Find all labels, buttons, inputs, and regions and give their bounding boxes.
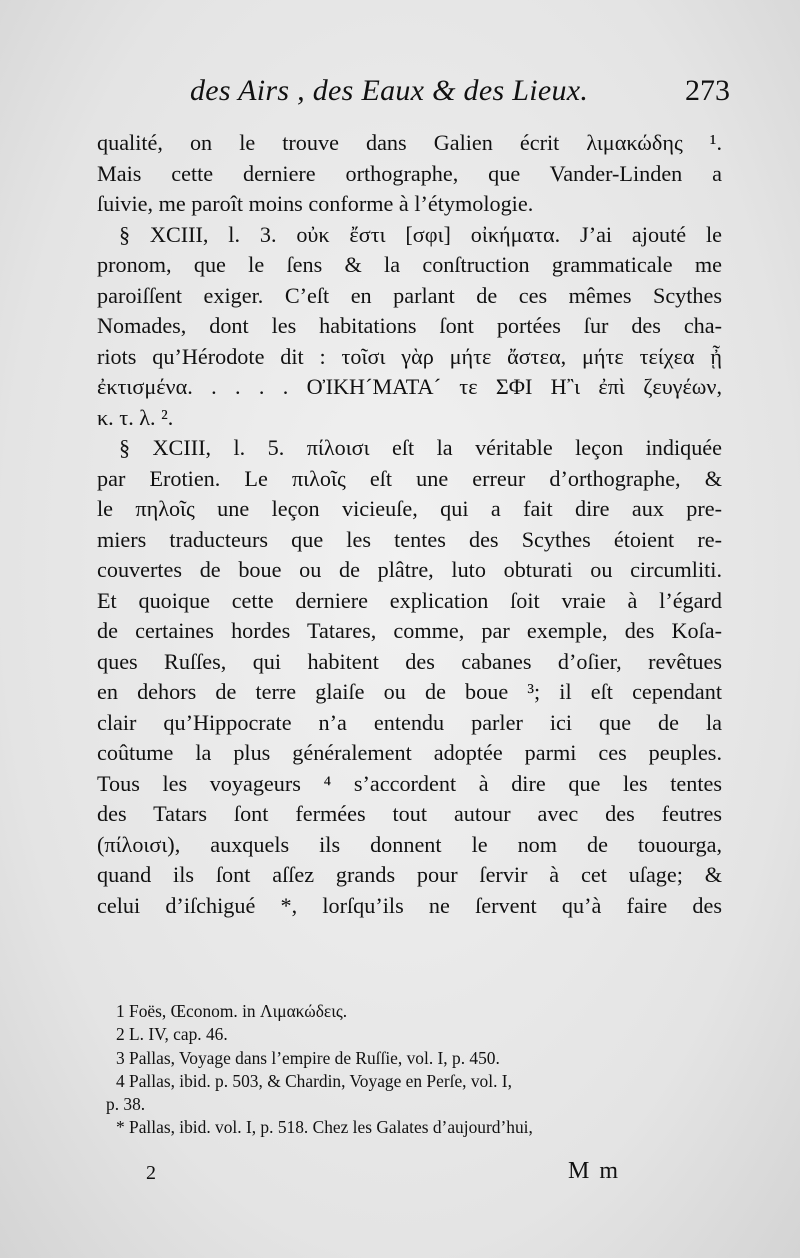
text-line: couvertes de boue ou de plâtre, luto obturati ou circumliti. bbox=[97, 557, 722, 582]
page-number: 273 bbox=[685, 74, 730, 107]
text-line: Tous les voyageurs ⁴ s’accordent à dire que les tentes bbox=[97, 770, 722, 796]
text-line: quand ils ſont aſſez grands pour ſervir à cet uſage; & bbox=[97, 862, 722, 887]
text-line: ques Ruſſes, qui habitent des cabanes d’oſier, revêtues bbox=[97, 648, 722, 674]
footnote: * Pallas, ibid. vol. I, p. 518. Chez les Galates d’aujourd’hui, bbox=[116, 1117, 533, 1138]
footnote-divider bbox=[380, 990, 470, 991]
text-line: celui d’iſchigué *, lorſqu’ils ne ſervent qu’à faire des bbox=[97, 892, 722, 918]
text-line: riots qu’Hérodote dit : τοῖσι γὰρ μήτε ἄστεα, μήτε τείχεα ᾖ bbox=[97, 343, 722, 369]
text-line: de certaines hordes Tatares, comme, par exemple, des Koſa- bbox=[97, 618, 722, 643]
signature-number: 2 bbox=[146, 1162, 156, 1184]
body-text bbox=[97, 128, 722, 921]
text-line: des Tatars ſont fermées tout autour avec des feutres bbox=[97, 801, 722, 826]
text-line: Mais cette derniere orthographe, que Vander-Linden a bbox=[97, 160, 722, 186]
text-line: en dehors de terre glaiſe ou de boue ³; il eſt cependant bbox=[97, 679, 722, 704]
footnotes bbox=[106, 1000, 721, 1140]
text-line: miers traducteurs que les tentes des Scythes étoient re- bbox=[97, 526, 722, 552]
text-line: qualité, on le trouve dans Galien écrit λιμακώδης ¹. bbox=[97, 130, 722, 155]
text-line: paroiſſent exiger. C’eſt en parlant de ces mêmes Scythes bbox=[97, 282, 722, 308]
footnote: 4 Pallas, ibid. p. 503, & Chardin, Voyage en Perſe, vol. I, bbox=[116, 1070, 512, 1091]
text-line: Nomades, dont les habitations ſont portées ſur des cha- bbox=[97, 313, 722, 338]
signature-row bbox=[146, 1158, 620, 1192]
running-title: des Airs , des Eaux & des Lieux. bbox=[190, 74, 589, 107]
text-line: κ. τ. λ. ². bbox=[97, 404, 174, 430]
page-header bbox=[190, 74, 730, 116]
footnote: 1 Foës, Œconom. in Λιμακώδεις. bbox=[116, 1001, 348, 1021]
text-line: § XCIII, l. 3. οὐκ ἔστι [σφι] οἰκήματα. J’ai ajouté le bbox=[119, 221, 722, 247]
text-line: pronom, que le ſens & la conſtruction grammaticale me bbox=[97, 252, 722, 277]
text-line: ſuivie, me paroît moins conforme à l’étymologie. bbox=[97, 191, 534, 216]
text-line: clair qu’Hippocrate n’a entendu parler ici que de la bbox=[97, 709, 722, 735]
signature-mark: M m bbox=[567, 1158, 620, 1184]
footnote: 3 Pallas, Voyage dans l’empire de Ruſſie, vol. I, p. 450. bbox=[116, 1047, 500, 1068]
text-line: le πηλοῖς une leçon vicieuſe, qui a fait dire aux pre- bbox=[97, 496, 722, 521]
footnote-continuation: p. 38. bbox=[106, 1094, 146, 1115]
text-line: (πίλοισι), auxquels ils donnent le nom de touourga, bbox=[97, 831, 722, 857]
text-line: ἐκτισμένα. . . . . ΟἸΚΗ´ΜΑΤΑ´ τε ΣΦΙ Η῍ι ἐπὶ ζευγέων, bbox=[97, 374, 722, 399]
text-line: par Erotien. Le πιλοῖς eſt une erreur d’orthographe, & bbox=[97, 465, 722, 491]
text-line: § XCIII, l. 5. πίλοισι eſt la véritable leçon indiquée bbox=[119, 435, 722, 460]
footnote: 2 L. IV, cap. 46. bbox=[116, 1024, 228, 1045]
text-line: Et quoique cette derniere explication ſoit vraie à l’égard bbox=[97, 587, 722, 613]
text-line: coûtume la plus généralement adoptée parmi ces peuples. bbox=[97, 740, 722, 765]
